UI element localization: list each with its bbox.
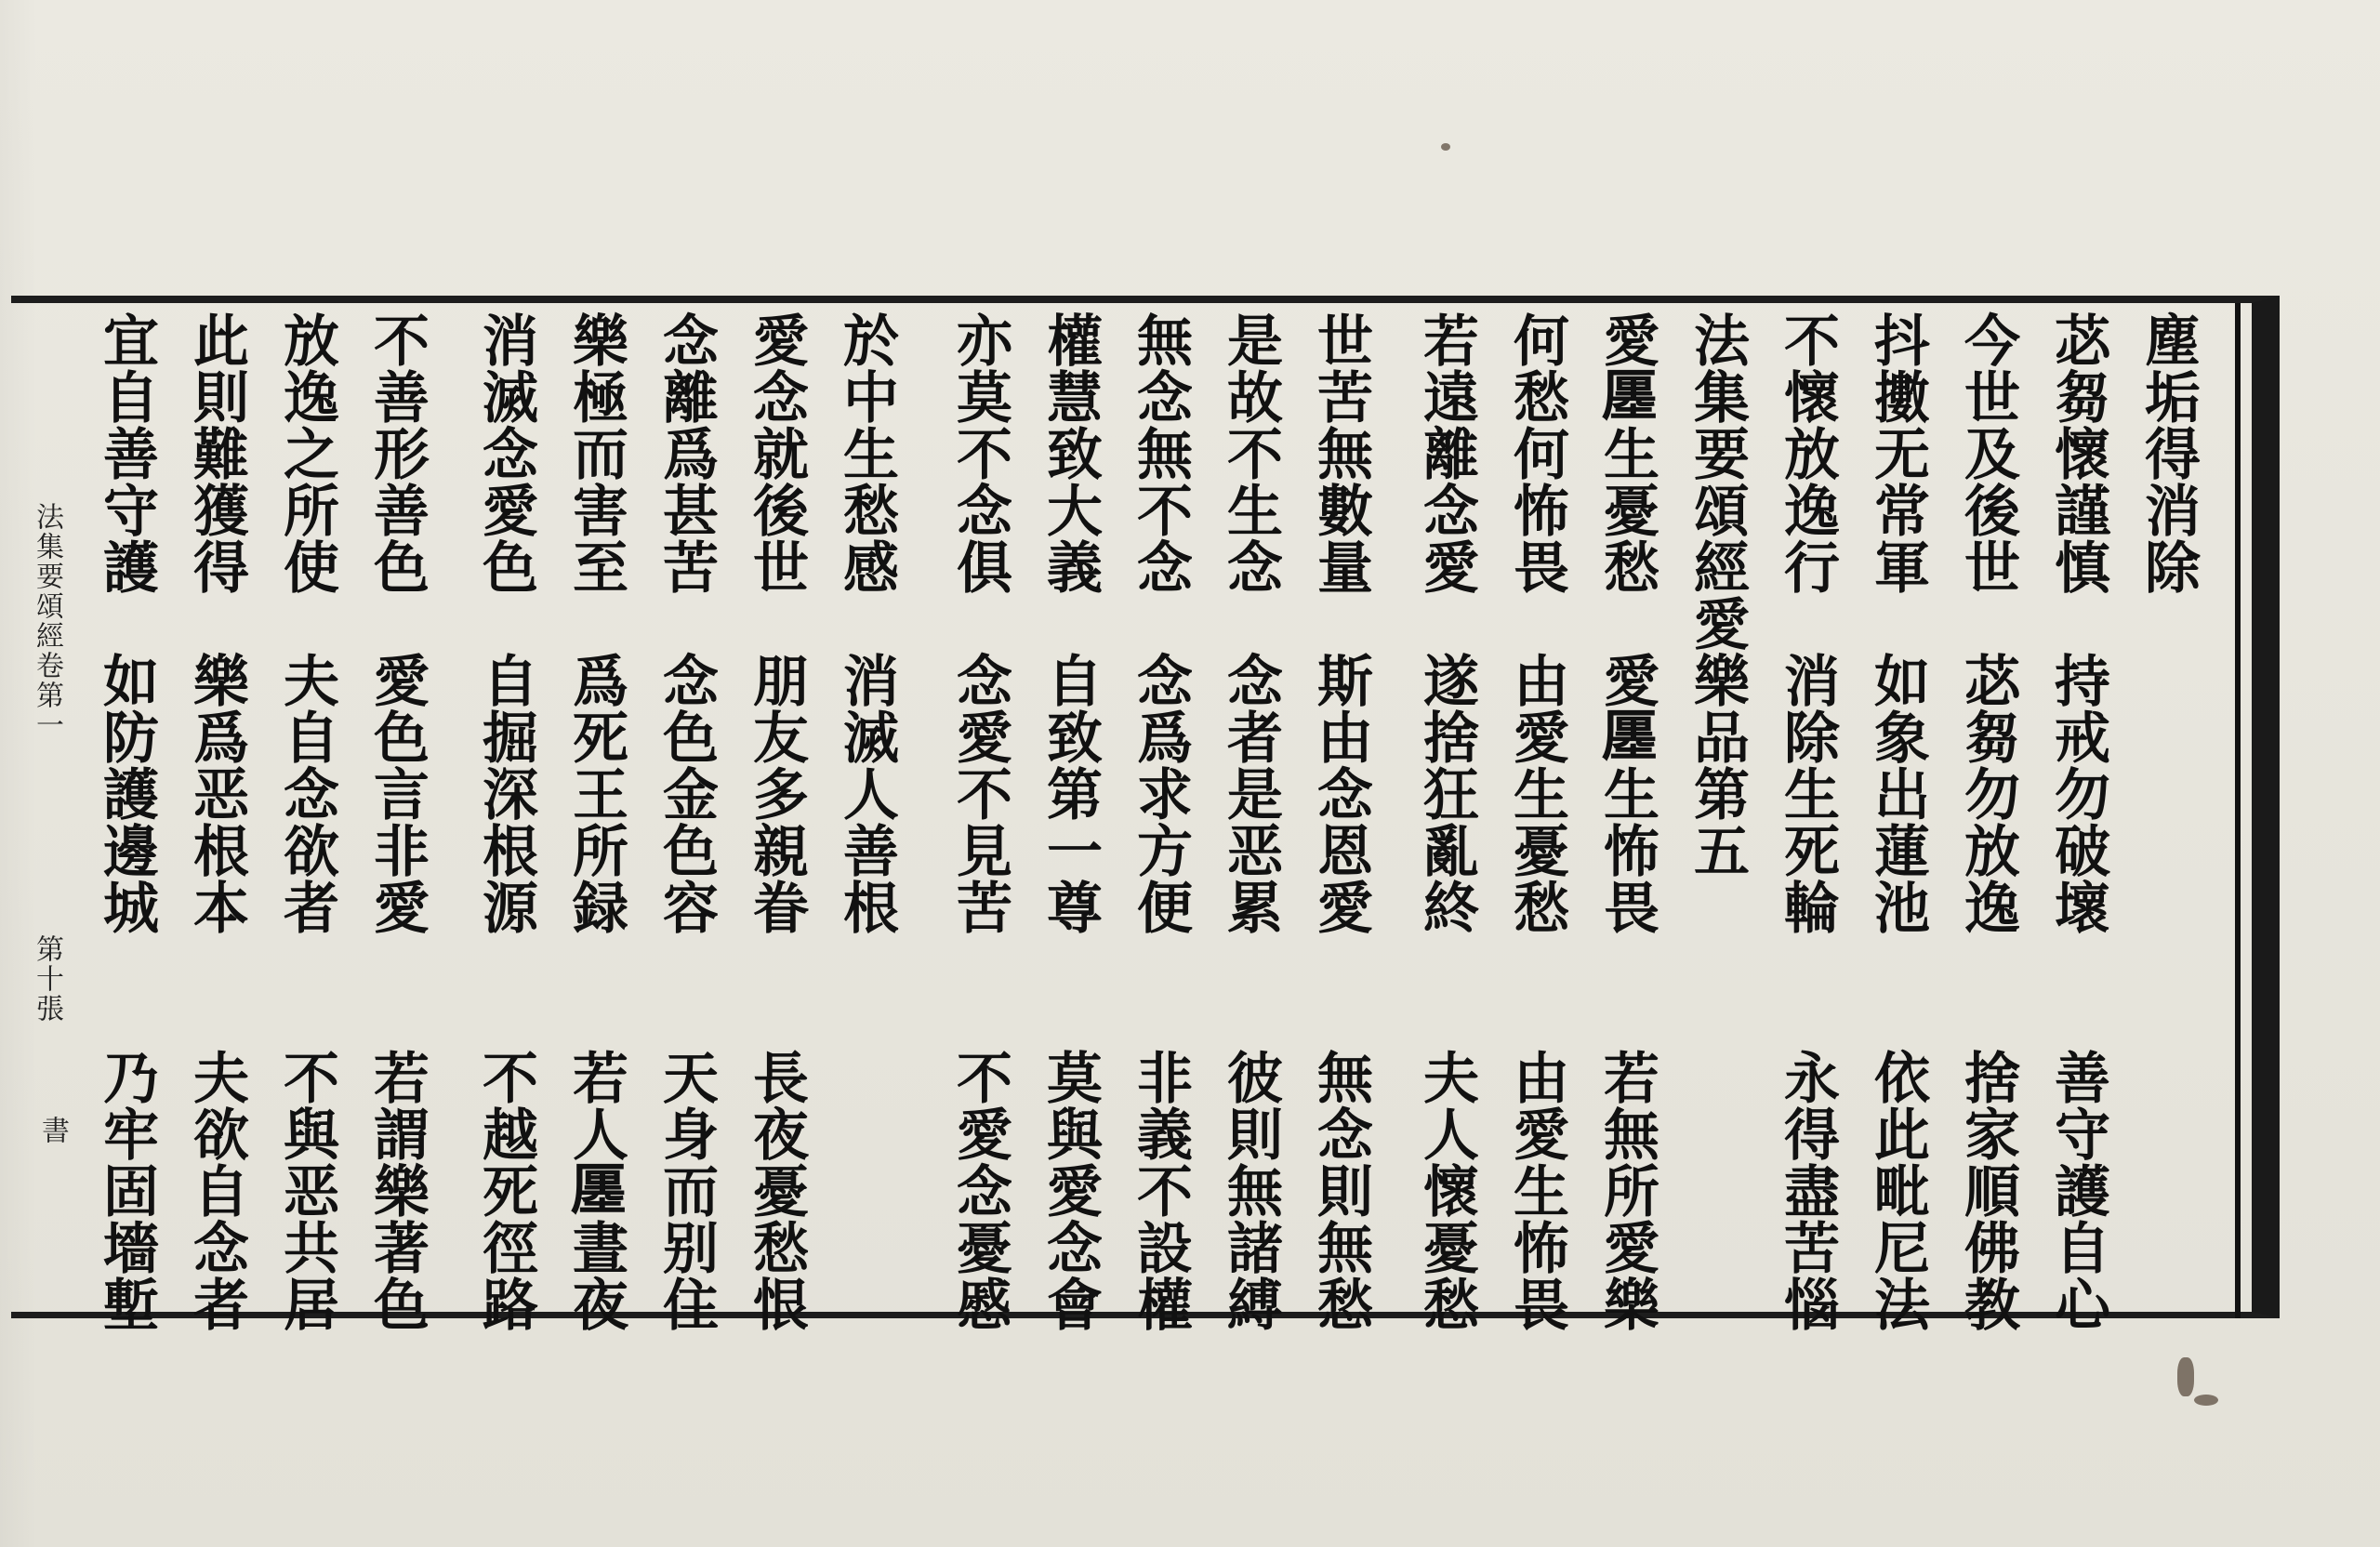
text-column: 法集要頌經愛樂品第五 (1685, 311, 1750, 879)
paper-stain (2194, 1395, 2218, 1406)
text-column: 念離爲甚苦 念色金色容 天身而别住 (654, 311, 719, 1332)
text-column: 是故不生念 念者是恶累 彼則無諸縛 (1218, 311, 1283, 1332)
text-column: 放逸之所使 夫自念欲者 不與恶共居 (274, 311, 339, 1332)
text-column: 不懷放逸行 消除生死輪 永得盡苦惱 (1775, 311, 1840, 1332)
text-column: 何愁何怖畏 由愛生憂愁 由愛生怖畏 (1504, 311, 1569, 1332)
text-column: 若遠離念愛 遂捨狂亂終 夫人懷憂愁 (1414, 311, 1479, 1332)
margin-carver: 書 (36, 1116, 69, 1145)
text-column: 此則難獲得 樂爲恶根本 夫欲自念者 (184, 311, 249, 1332)
text-column: 亦莫不念俱 念愛不見苦 不愛念憂慼 (947, 311, 1012, 1332)
text-column: 抖擻无常軍 如象出蓮池 依此毗尼法 (1865, 311, 1930, 1332)
ink-speck (1441, 143, 1450, 151)
margin-page-number: 第十張 (31, 934, 63, 1024)
frame-rule (2235, 303, 2241, 1318)
paper-stain (2177, 1357, 2194, 1396)
text-column: 不善形善色 愛色言非愛 若謂樂著色 (364, 311, 430, 1332)
text-column: 宜自善守護 如防護邊城 乃牢固墻塹 (94, 311, 159, 1332)
text-column: 苾芻懷謹慎 持戒勿破壞 善守護自心 (2045, 311, 2110, 1332)
text-column: 權慧致大義 自致第一尊 莫與愛念會 (1038, 311, 1103, 1332)
text-column: 今世及後世 苾芻勿放逸 捨家順佛教 (1955, 311, 2020, 1332)
text-column: 愛念就後世 朋友多親眷 長夜憂愁恨 (744, 311, 809, 1332)
text-column: 世苦無數量 斯由念恩愛 無念則無愁 (1308, 311, 1373, 1332)
text-column: 塵垢得消除 (2135, 311, 2201, 595)
text-column: 消滅念愛色 自掘深根源 不越死徑路 (473, 311, 538, 1332)
text-column: 愛𠪨生憂愁 愛𠪨生怖畏 若無所愛樂 (1594, 311, 1659, 1332)
text-column: 於中生愁感 消滅人善根 (834, 311, 899, 935)
text-column: 無念無不念 念爲求方便 非義不設權 (1128, 311, 1193, 1332)
text-column: 樂極而害至 爲死王所録 若人𠪨晝夜 (563, 311, 628, 1332)
margin-title: 法集要頌經卷第一 (31, 502, 63, 740)
